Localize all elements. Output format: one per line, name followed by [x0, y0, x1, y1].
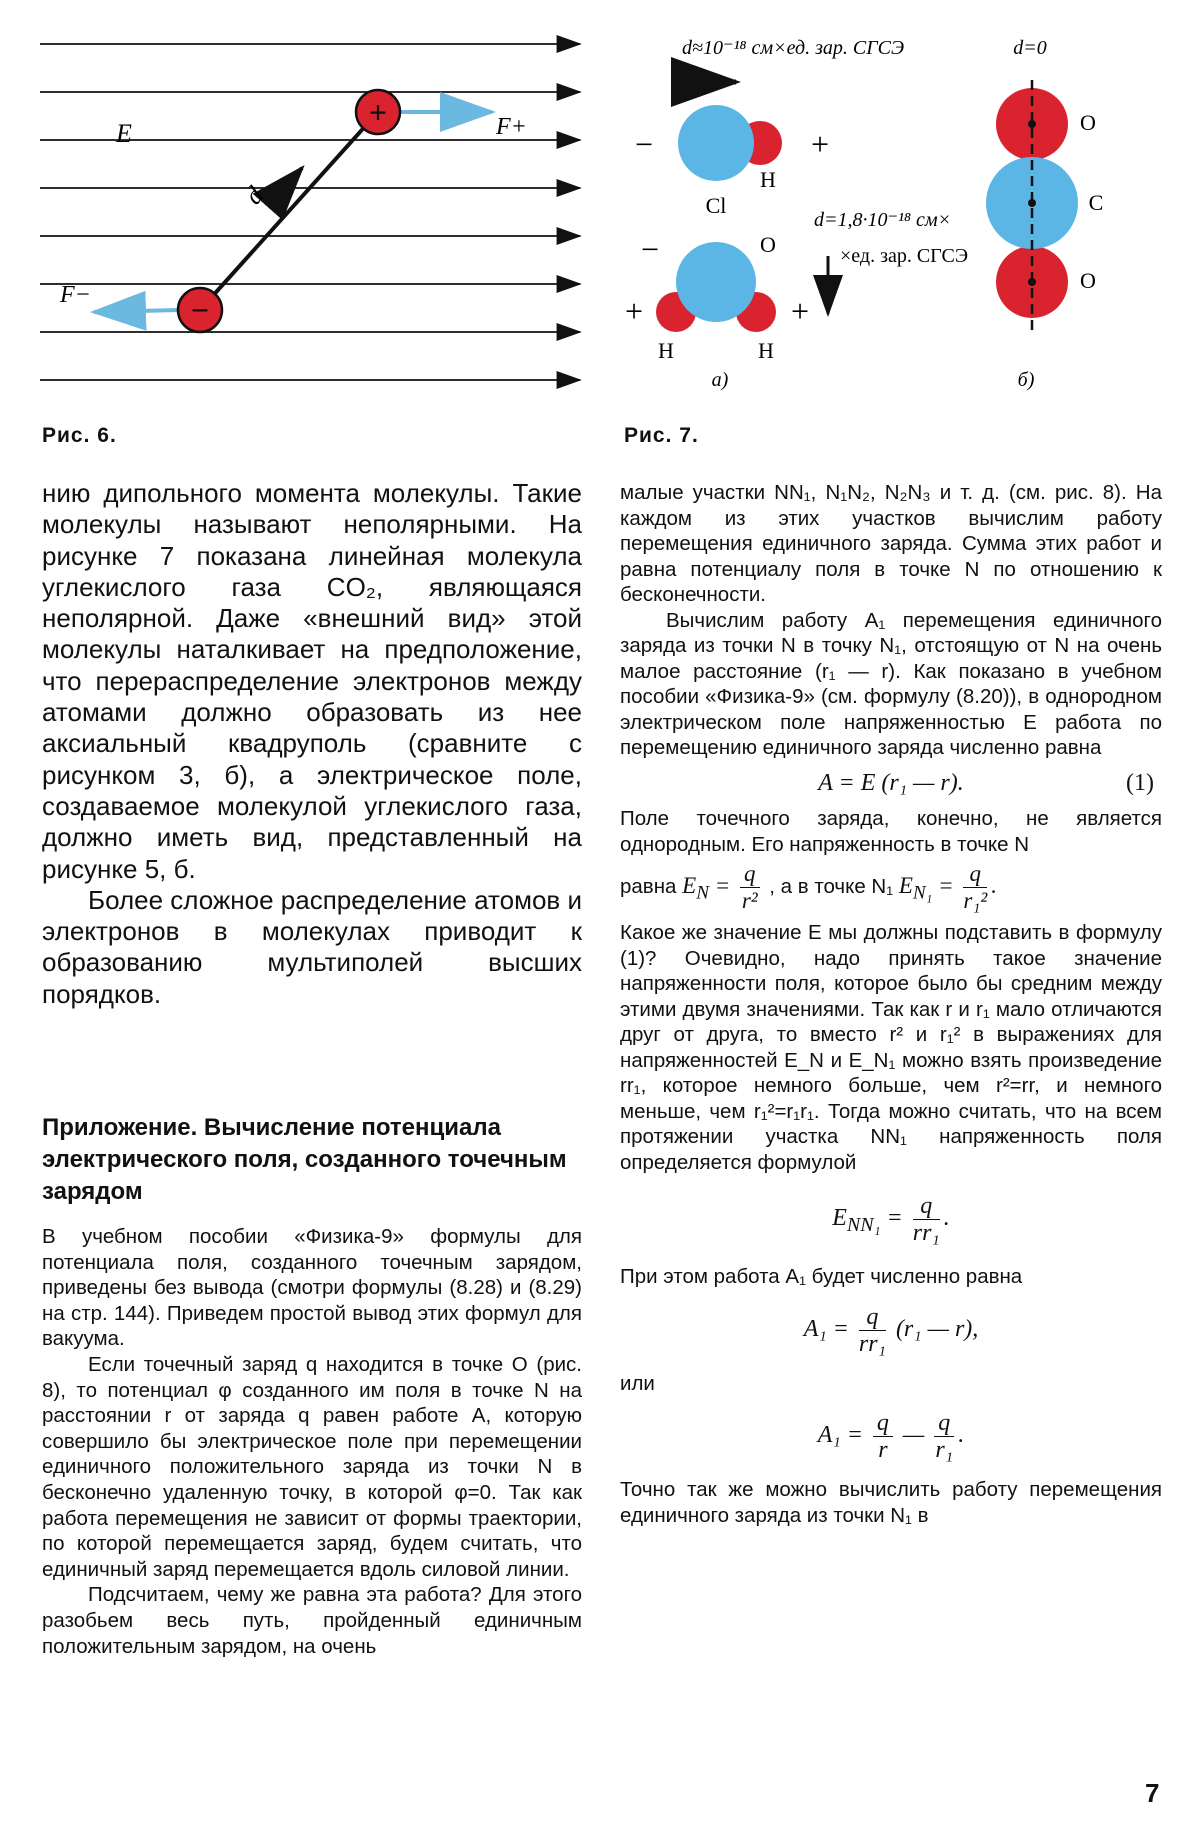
hcl-moment-label: d≈10⁻¹⁸ см×ед. зар. СГСЭ: [682, 37, 905, 59]
dipole-axis: [200, 112, 378, 310]
eq4-fraction-1: [873, 1410, 893, 1463]
frac-den: r₁²: [963, 888, 988, 913]
frac-den: r: [878, 1437, 888, 1463]
page-number: 7: [1145, 1778, 1160, 1808]
plus-sign: +: [368, 94, 388, 130]
positive-charge: [356, 90, 400, 134]
h2o-h1-label: H: [658, 338, 674, 363]
hcl-cl-label: Cl: [705, 193, 727, 218]
field-formulas-line: равна $E_N$ = $\frac{q}{\text{r²}}$ , а в точке N₁ $E_{N_1}$ = $\frac{q}{\text{r₁²}}$ .: [620, 861, 997, 913]
appendix-paragraph-1: В учебном пособии «Физика-9» формулы для потенциала поля, созданного точечным зарядом, приведены без вывода (смотри формулы (8.28) и (8.29) на стр. 144). Приведем простой вывод этих формул для вакуума.: [42, 1225, 582, 1351]
force-minus-arrow: [94, 310, 180, 312]
q-over-r2: [740, 861, 760, 914]
eq2-sub: NN₁: [846, 1213, 881, 1236]
label-F-minus: F−: [60, 282, 91, 308]
co2-c-label: C: [1088, 190, 1104, 215]
figure-7: [612, 20, 1172, 400]
eq2-fraction: [913, 1193, 940, 1246]
left-paragraph-1: нию дипольного момента молекулы. Такие молекулы называют неполярными. На рисунке 7 показана линейная молекула углекислого газа CO₂, являющаяся неполярной. Даже «внешний вид» этой молекулы наталкивает на предположение, что перераспределение электронов между атомами должно образовать из нее аксиальный квадруполь (сравните с рисунком 3, б), а электрическое поле, создаваемое молекулой углекислого газа, должно иметь вид, представленный на рисунке 5, б.: [42, 478, 582, 884]
EN1-sub: N₁: [912, 882, 933, 904]
field-lines: [40, 44, 580, 380]
frac-num: q: [740, 861, 760, 888]
minus-sign: −: [190, 292, 210, 328]
left-paragraph-2: Более сложное распределение атомов и электронов в молекулах приводит к образованию мультиполей высших порядков.: [42, 884, 582, 1009]
appendix-paragraph-3: Подсчитаем, чему же равна эта работа? Для этого разобьем весь путь, пройденный единичным положительным зарядом, на очень: [42, 1583, 582, 1658]
left-small-text: [42, 1224, 582, 1659]
label-d: d: [238, 180, 270, 211]
right-paragraph-5: Какое же значение E мы должны подставить в формулу (1)? Очевидно, надо принять такое значение напряженности поля, которое было бы средним между этими двумя значениями. Так как r и r₁ мало отличаются друг от друга, то вместо r² и r₁² в выражениях для напряженностей E_N и E_N₁ можно взять произведение rr₁, которое немного больше, чем r²=rr, и немного меньше, чем r₁²=r₁r₁. Тогда можно считать, что на всем протяжении участка NN₁ напряженность поля определяется формулой: [620, 921, 1162, 1174]
frac-den: rr₁: [912, 1220, 940, 1246]
eq3-fraction: [859, 1304, 886, 1357]
co2-o1-label: O: [1080, 110, 1096, 135]
right-paragraph-8: Точно так же можно вычислить работу перемещения единичного заряда из точки N₁ в: [620, 1478, 1162, 1527]
equation-2: $E_{NN_1}$ = $\frac{q}{\text{rr₁}}$ .: [832, 1193, 950, 1246]
EN-sub: N: [696, 882, 709, 904]
appendix-paragraph-2: Если точечный заряд q находится в точке O (рис. 8), то потенциал φ созданного им поля в точке N на расстоянии r от заряда q равен работе A, которую совершило бы электрическое поле при перемещении единичного положительного заряда из точки N в бесконечно удаленную точку, в которой φ=0. Так как работа перемещения не зависит от формы траектории, по которой перемещается заряд, будем считать, что единичный заряд перемещается вдоль силовой линии.: [42, 1352, 582, 1581]
eq3-tail: (r₁ — r),: [895, 1315, 979, 1342]
right-paragraph-2: Вычислим работу A₁ перемещения единичного заряда из точки N в точку N₁, отстоящую от N на очень малое расстояние (r₁ — r). Как показано в учебном пособии «Физика-9» (см. формулу (8.20)), в однородном электрическом поле напряженностью E работа по перемещению единичного заряда численно равна: [620, 608, 1162, 759]
h2o-plus-right: +: [790, 293, 810, 329]
equation-1-body: A = E (r₁ — r).: [818, 769, 964, 796]
h2o-o-label: O: [760, 232, 776, 257]
EN1-symbol: E: [898, 872, 913, 898]
frac-num: q: [873, 1410, 893, 1437]
h2o-h2-label: H: [758, 338, 774, 363]
figure-6-caption: Рис. 6.: [42, 424, 117, 447]
frac-num: q: [934, 1410, 954, 1437]
field-formulas-mid: , а в точке N₁: [769, 874, 894, 898]
appendix-heading: Приложение. Вычисление потенциала электрического поля, созданного точечным зарядом: [42, 1114, 567, 1205]
right-paragraph-1: малые участки NN₁, N₁N₂, N₂N₃ и т. д. (см. рис. 8). На каждом из этих участков вычислим работу перемещения единичного заряда. Сумма этих работ и равна потенциалу поля в точке N по отношению к бесконечности.: [620, 481, 1162, 606]
h2o-moment-line1: d=1,8·10⁻¹⁸ см×: [814, 209, 952, 231]
equation-3: [620, 1304, 1162, 1357]
negative-charge: [178, 288, 222, 332]
hcl-plus: +: [810, 126, 830, 162]
equation-1-number: (1): [1126, 769, 1154, 796]
frac-den: rr₁: [858, 1330, 886, 1357]
h2o-molecule: [656, 242, 776, 332]
frac-den: r²: [741, 888, 758, 913]
frac-num: q: [913, 1193, 940, 1220]
sub-b-label: б): [1017, 369, 1035, 391]
h2o-moment-line2: ×ед. зар. СГСЭ: [840, 245, 969, 267]
left-large-text: [42, 478, 582, 1010]
co2-molecule: [986, 80, 1078, 332]
right-paragraph-6: При этом работа A₁ будет численно равна: [620, 1265, 1023, 1288]
right-paragraph-7: или: [620, 1371, 655, 1395]
co2-moment-label: d=0: [1013, 37, 1047, 59]
hcl-h-label: H: [760, 167, 776, 192]
eq4-fraction-2: [934, 1410, 954, 1463]
equation-1: [620, 771, 1162, 797]
frac-den: r₁: [935, 1437, 954, 1463]
sub-a-label: а): [711, 369, 729, 391]
frac-num: q: [859, 1304, 886, 1331]
eq2-lhs: E: [832, 1205, 847, 1232]
q-over-r1-squared: [963, 861, 987, 914]
figure-7-caption: Рис. 7.: [624, 424, 699, 447]
moment-arrow: [272, 168, 302, 202]
eq3-lhs: A₁ =: [803, 1315, 849, 1342]
right-paragraph-3: Поле точечного заряда, конечно, не является однородным. Его напряженность в точке N: [620, 807, 1162, 856]
h2o-plus-left: +: [624, 293, 644, 329]
figure-6: [40, 20, 600, 400]
eq4-lhs: A₁ =: [817, 1422, 863, 1449]
field-formulas-prefix: равна: [620, 874, 677, 898]
equation-4: A₁ = $\frac{q}{r}$ — $\frac{q}{\text{r₁}}$ .: [817, 1410, 965, 1463]
frac-num: q: [963, 861, 987, 888]
right-column: [620, 480, 1162, 1528]
label-E: E: [116, 119, 132, 148]
hcl-minus: −: [634, 126, 654, 162]
h2o-minus: −: [640, 231, 660, 267]
EN-symbol: E: [682, 872, 697, 898]
label-F-plus: F+: [496, 114, 527, 140]
co2-o2-label: O: [1080, 268, 1096, 293]
